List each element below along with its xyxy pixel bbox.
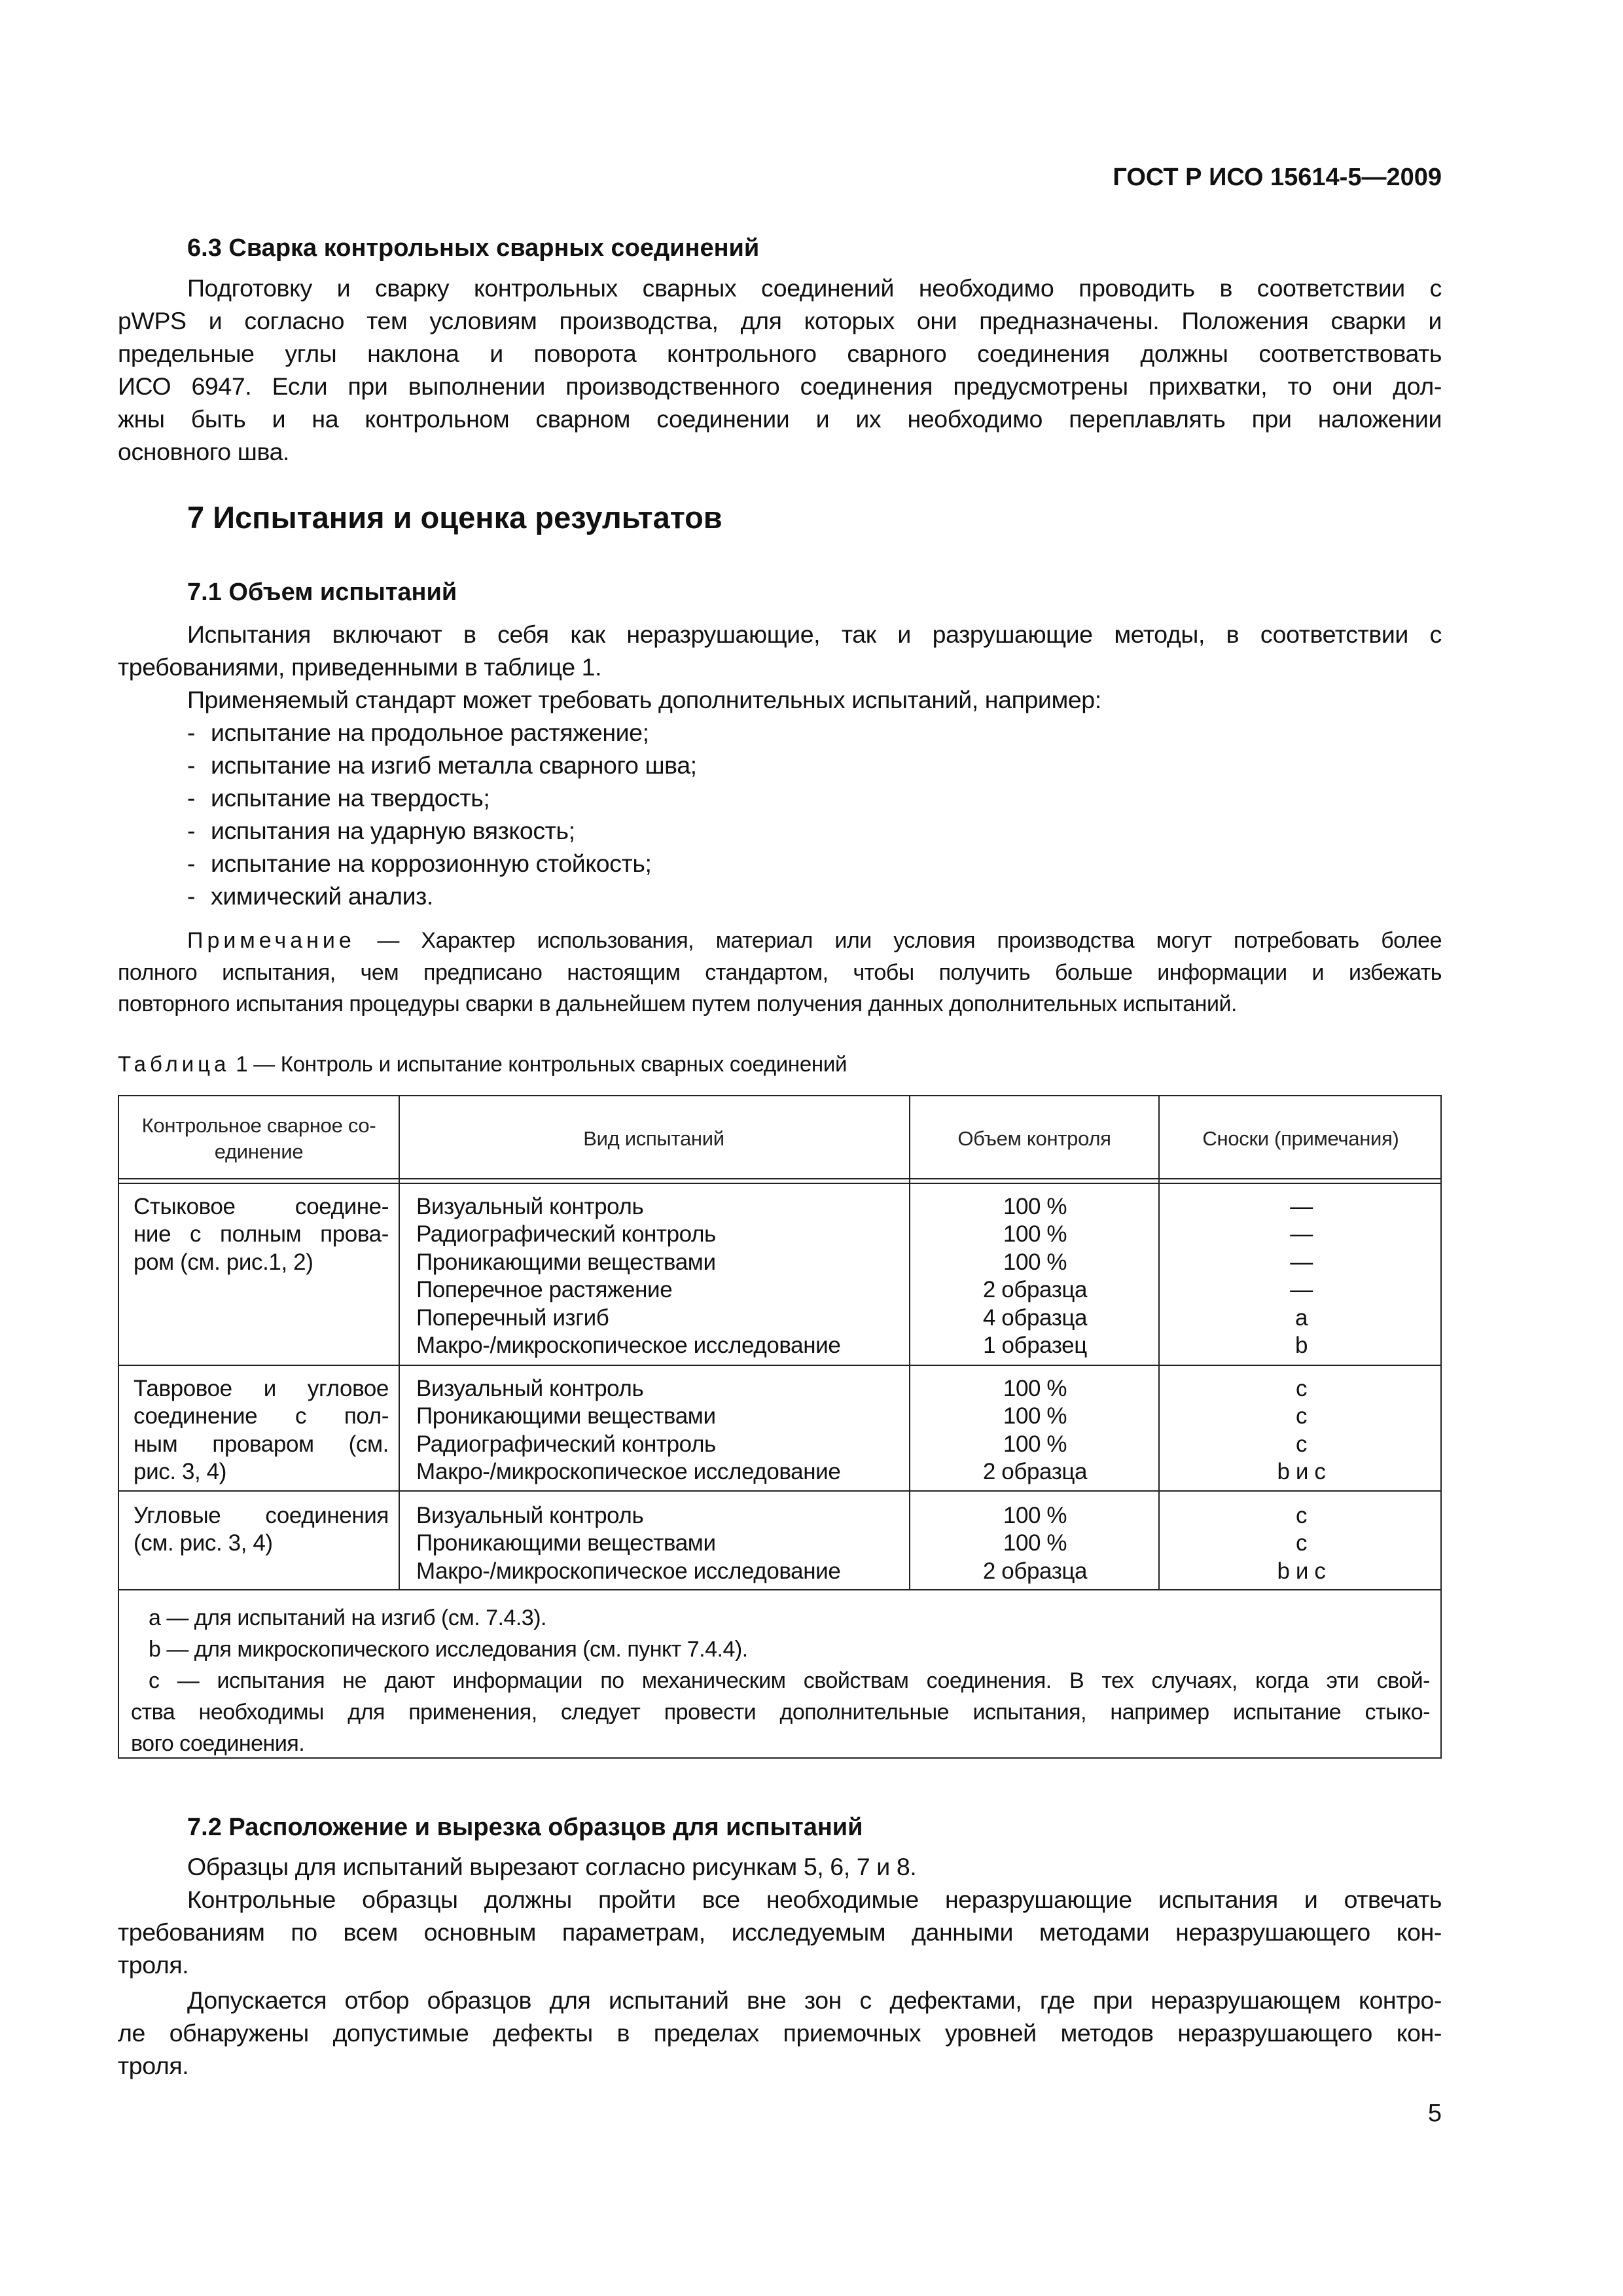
test-type: Поперечное растяжение <box>416 1277 673 1303</box>
scope-value: 100 % <box>1003 1403 1067 1429</box>
test-type: Проникающими веществами <box>416 1403 716 1429</box>
text-line: Испытания включают в себя как неразрушающие, так и разрушающие методы, в соответствии с <box>187 620 1442 648</box>
text-line: Образцы для испытаний вырезают согласно рисункам 5, 6, 7 и 8. <box>187 1853 917 1880</box>
list-item <box>187 814 697 847</box>
footnote-ref: c <box>1295 1431 1308 1457</box>
text-line: c — испытания не дают информации по механическим свойствам соединения. В тех случаях, когда эти свой- <box>149 1668 1430 1693</box>
note-line: повторного испытания процедуры сварки в дальнейшем путем получения данных дополнительных испытаний. <box>118 992 1237 1016</box>
header-scope: Объем контроля <box>957 1127 1111 1150</box>
additional-tests-list <box>187 716 697 912</box>
text-line: Подготовку и сварку контрольных сварных соединений необходимо проводить в соответствии с <box>187 274 1442 302</box>
joint-line: Угловые соединения <box>134 1503 389 1528</box>
text-line: требованиями, приведенными в таблице 1. <box>118 653 602 681</box>
bullet-dash: - <box>187 784 196 812</box>
test-type: Макро-/микроскопическое исследование <box>416 1333 841 1359</box>
text-line: вого соединения. <box>131 1731 305 1756</box>
list-item <box>187 749 697 781</box>
table-footnotes <box>131 1602 1430 1759</box>
scope-value: 100 % <box>1003 1249 1067 1275</box>
text-line: троля. <box>118 2052 189 2079</box>
scope-value: 100 % <box>1003 1376 1067 1401</box>
bullet-dash: - <box>187 719 196 746</box>
row-divider <box>119 1490 1440 1492</box>
scope-value: 100 % <box>1003 1194 1067 1219</box>
table-caption <box>118 1052 847 1077</box>
section-7-1-paragraph-1 <box>118 618 1442 683</box>
list-item-text: испытания на ударную вязкость; <box>211 817 575 844</box>
footnote-ref: c <box>1295 1376 1308 1401</box>
section-7-heading: 7 Испытания и оценка результатов <box>187 500 722 535</box>
text-line: жны быть и на контрольном сварном соединении и их необходимо переплавлять при наложении <box>118 405 1442 433</box>
table-caption-text: 1 — Контроль и испытание контрольных сварных соединений <box>236 1052 847 1076</box>
scope-value: 4 образца <box>982 1304 1088 1331</box>
test-type-cell <box>416 1193 914 1359</box>
header-joint-line: единение <box>214 1140 304 1163</box>
footnote-ref: — <box>1290 1194 1313 1219</box>
section-7-1-paragraph-2 <box>118 683 1442 716</box>
test-type: Визуальный контроль <box>416 1503 644 1528</box>
text-line: Допускается отбор образцов для испытаний вне зон с дефектами, где при неразрушающем контро- <box>187 1986 1442 2014</box>
bullet-dash: - <box>187 882 196 910</box>
text-line: троля. <box>118 1951 189 1979</box>
scope-value: 100 % <box>1003 1221 1067 1247</box>
scope-value: 1 образец <box>983 1333 1087 1359</box>
footnote-ref: c <box>1295 1403 1308 1429</box>
scope-value: 2 образца <box>982 1459 1088 1485</box>
text-line: ле обнаружены допустимые дефекты в пределах приемочных уровней методов неразрушающего кон- <box>118 2019 1442 2047</box>
column-divider <box>399 1096 400 1589</box>
table-caption-label: Таблица <box>118 1052 230 1076</box>
test-type: Макро-/микроскопическое исследование <box>416 1558 841 1584</box>
joint-line: ром (см. рис.1, 2) <box>134 1249 313 1275</box>
list-item <box>187 847 697 880</box>
joint-cell <box>134 1193 389 1276</box>
list-item-text: химический анализ. <box>211 882 433 910</box>
joint-line: Тавровое и угловое <box>134 1376 389 1401</box>
bullet-dash: - <box>187 817 196 844</box>
text-line: предельные углы наклона и поворота контрольного сварного соединения должны соответствовать <box>118 340 1442 367</box>
joint-cell <box>134 1375 389 1486</box>
test-type-cell <box>416 1502 914 1585</box>
text-line: основного шва. <box>118 438 290 465</box>
header-divider <box>119 1178 1440 1179</box>
footnote-ref: a <box>1294 1304 1308 1331</box>
test-type: Визуальный контроль <box>416 1194 644 1219</box>
joint-line: ным проваром (см. <box>134 1431 389 1457</box>
header-test-type: Вид испытаний <box>583 1127 724 1150</box>
scope-value: 2 образца <box>982 1277 1088 1303</box>
note-line: полного испытания, чем предписано настоящим стандартом, чтобы получить больше информации и избежать <box>118 960 1442 985</box>
note-block <box>118 925 1442 1020</box>
section-7-1-heading: 7.1 Объем испытаний <box>187 579 457 606</box>
note-text: — Характер использования, материал или условия производства могут потребовать более <box>377 928 1442 953</box>
list-item-text: испытание на изгиб металла сварного шва; <box>211 751 697 779</box>
scope-value: 100 % <box>1003 1431 1067 1457</box>
test-table <box>118 1095 1442 1759</box>
header-joint <box>119 1113 399 1165</box>
list-item <box>187 716 697 749</box>
footnote-ref-cell <box>1160 1375 1443 1486</box>
joint-line: рис. 3, 4) <box>134 1459 226 1485</box>
text-line: a — для испытаний на изгиб (см. 7.4.3). <box>149 1605 546 1630</box>
text-line: Контрольные образцы должны пройти все необходимые неразрушающие испытания и отвечать <box>187 1886 1442 1913</box>
test-type: Проникающими веществами <box>416 1249 716 1275</box>
footnote-ref: — <box>1290 1249 1313 1275</box>
section-7-2-paragraph-3 <box>118 1984 1442 2082</box>
scope-value: 100 % <box>1003 1503 1067 1528</box>
footnote-ref-cell <box>1160 1193 1443 1359</box>
footnote-ref: c <box>1295 1503 1308 1528</box>
row-divider <box>119 1365 1440 1366</box>
joint-line: (см. рис. 3, 4) <box>134 1530 273 1556</box>
page-number: 5 <box>1427 2100 1442 2127</box>
test-type: Макро-/микроскопическое исследование <box>416 1459 841 1485</box>
test-type: Поперечный изгиб <box>416 1304 609 1331</box>
footnote-ref: b и c <box>1277 1459 1326 1485</box>
list-item-text: испытание на продольное растяжение; <box>211 719 649 746</box>
section-7-2-heading: 7.2 Расположение и вырезка образцов для испытаний <box>187 1814 863 1841</box>
scope-value: 100 % <box>1003 1530 1067 1556</box>
list-item-text: испытание на коррозионную стойкость; <box>211 850 652 877</box>
footnote-ref: b и c <box>1277 1558 1326 1584</box>
text-line: ства необходимы для применения, следует провести дополнительные испытания, например испытание стыко- <box>131 1700 1430 1725</box>
section-7-2-paragraph-1 <box>118 1850 1442 1883</box>
footnote-ref: b <box>1294 1333 1308 1359</box>
test-type: Радиографический контроль <box>416 1221 716 1247</box>
text-line: b — для микроскопического исследования (см. пункт 7.4.4). <box>149 1637 748 1662</box>
text-line: Применяемый стандарт может требовать дополнительных испытаний, например: <box>187 686 1101 713</box>
note-label: Примечание <box>187 928 355 953</box>
header-joint-line: Контрольное сварное со- <box>141 1114 376 1137</box>
test-type: Визуальный контроль <box>416 1376 644 1401</box>
joint-line: соединение с пол- <box>134 1403 389 1429</box>
footnote-ref: — <box>1290 1277 1313 1303</box>
joint-line: Стыковое соедине- <box>134 1194 389 1219</box>
section-6-3-paragraph <box>118 272 1442 468</box>
document-id-header: ГОСТ Р ИСО 15614-5—2009 <box>1113 164 1442 191</box>
header-divider <box>119 1183 1440 1184</box>
bullet-dash: - <box>187 850 196 877</box>
text-line: ИСО 6947. Если при выполнении производственного соединения предусмотрены прихватки, то они дол- <box>118 372 1442 400</box>
section-7-2-paragraph-2 <box>118 1883 1442 1981</box>
joint-cell <box>134 1502 389 1558</box>
footnote-ref-cell <box>1160 1502 1443 1585</box>
text-line: pWPS и согласно тем условиям производства, для которых они предназначены. Положения сварки и <box>118 307 1442 334</box>
note-line <box>118 925 1442 957</box>
test-type: Проникающими веществами <box>416 1530 716 1556</box>
list-item <box>187 880 697 912</box>
scope-value-cell <box>910 1193 1160 1359</box>
scope-value-cell <box>910 1502 1160 1585</box>
section-6-3-heading: 6.3 Сварка контрольных сварных соединений <box>187 234 760 262</box>
test-type: Радиографический контроль <box>416 1431 716 1457</box>
row-divider <box>119 1589 1440 1590</box>
footnote-ref: c <box>1295 1530 1308 1556</box>
header-notes: Сноски (примечания) <box>1202 1127 1399 1150</box>
joint-line: ние с полным прова- <box>134 1221 389 1247</box>
test-type-cell <box>416 1375 914 1486</box>
scope-value-cell <box>910 1375 1160 1486</box>
list-item <box>187 781 697 814</box>
scope-value: 2 образца <box>982 1558 1088 1584</box>
list-item-text: испытание на твердость; <box>211 784 490 812</box>
bullet-dash: - <box>187 751 196 779</box>
footnote-ref: — <box>1290 1221 1313 1247</box>
text-line: требованиям по всем основным параметрам, исследуемым данными методами неразрушающего кон- <box>118 1918 1442 1946</box>
